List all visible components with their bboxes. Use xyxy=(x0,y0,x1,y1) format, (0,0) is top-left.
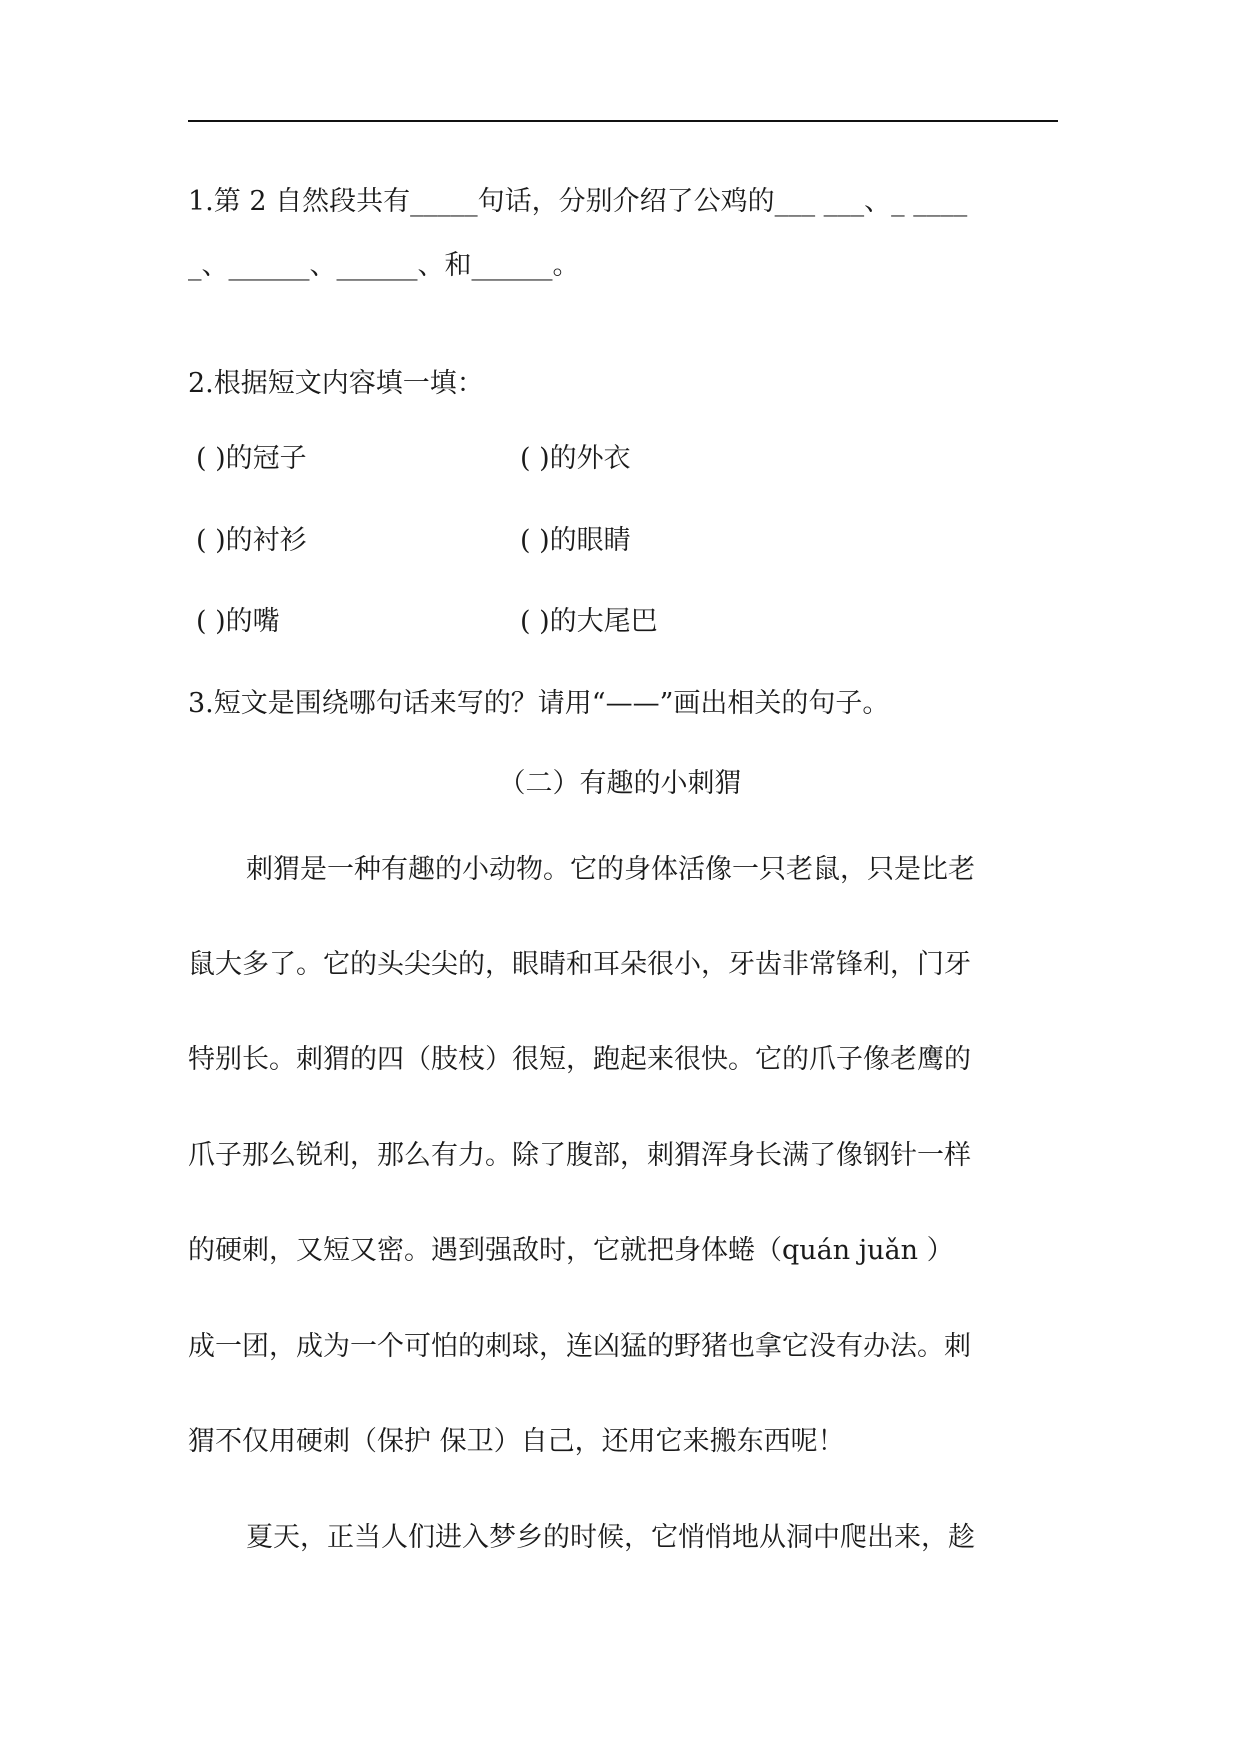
question-2-title: 2.根据短文内容填一填： xyxy=(188,368,484,399)
fill-item-eyes: ( )的眼睛 xyxy=(520,525,631,556)
question-3: 3.短文是围绕哪句话来写的？请用“——”画出相关的句子。 xyxy=(188,688,890,719)
passage-line: 成一团，成为一个可怕的刺球，连凶猛的野猪也拿它没有办法。刺 xyxy=(188,1331,971,1362)
passage-line: 猬不仅用硬刺（保护 保卫）自己，还用它来搬东西呢！ xyxy=(188,1426,845,1457)
question-1-line-2: _、______、______、和______。 xyxy=(188,250,580,281)
fill-item-tail: ( )的大尾巴 xyxy=(520,606,658,637)
passage-line: 爪子那么锐利，那么有力。除了腹部，刺猬浑身长满了像钢针一样 xyxy=(188,1140,971,1171)
passage-line: 刺猬是一种有趣的小动物。它的身体活像一只老鼠，只是比老 xyxy=(246,854,975,885)
passage-title: （二）有趣的小刺猬 xyxy=(498,768,742,799)
header-rule xyxy=(188,120,1058,122)
passage-line: 鼠大多了。它的头尖尖的，眼睛和耳朵很小，牙齿非常锋利，门牙 xyxy=(188,949,971,980)
fill-item-coat: ( )的外衣 xyxy=(520,443,631,474)
fill-item-shirt: ( )的衬衫 xyxy=(196,525,307,556)
fill-item-beak: ( )的嘴 xyxy=(196,606,280,637)
fill-item-crown: ( )的冠子 xyxy=(196,443,307,474)
passage-line: 夏天，正当人们进入梦乡的时候，它悄悄地从洞中爬出来，趁 xyxy=(246,1522,975,1553)
question-1-line-1: 1.第 2 自然段共有_____句话，分别介绍了公鸡的___ ___、_ ____ xyxy=(188,186,968,217)
passage-line: 特别长。刺猬的四（肢枝）很短，跑起来很快。它的爪子像老鹰的 xyxy=(188,1044,971,1075)
passage-line: 的硬刺，又短又密。遇到强敌时，它就把身体蜷（quán juǎn ） xyxy=(188,1235,954,1266)
